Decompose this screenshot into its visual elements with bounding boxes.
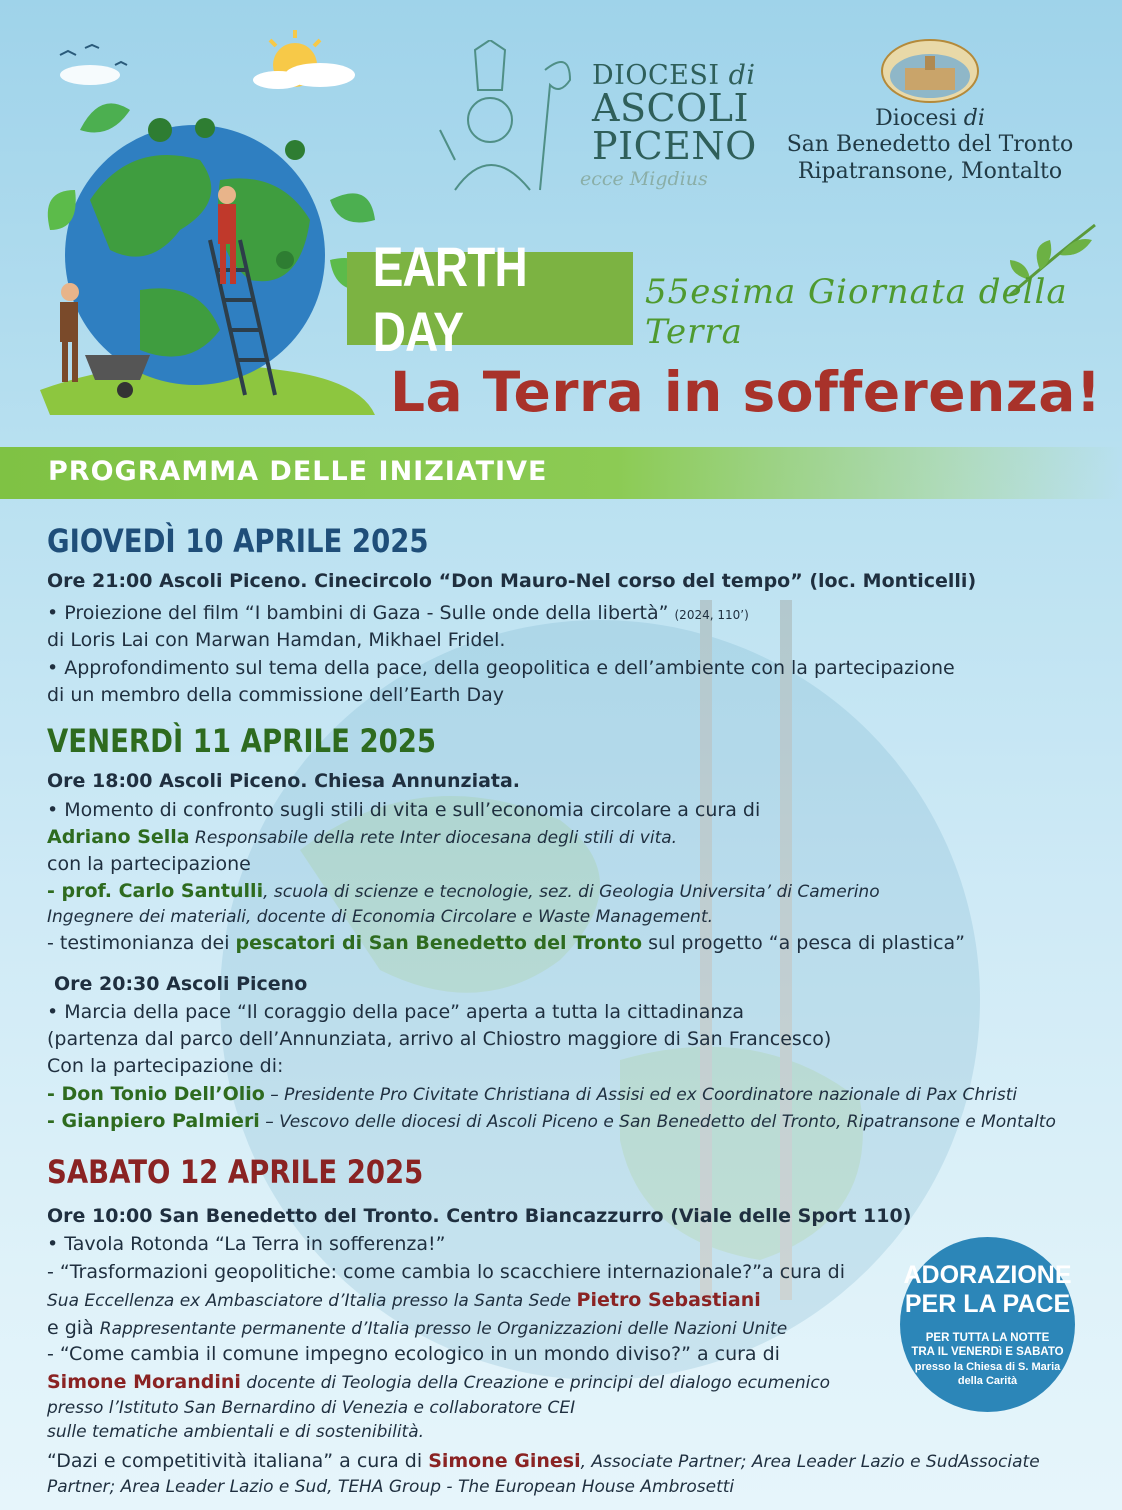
day3-line11: Partner; Area Leader Lazio e Sud, TEHA Group - The European House Ambrosetti (47, 1477, 735, 1497)
day2-line4: con la partecipazione (47, 853, 251, 875)
earth-day-title: EARTH DAY (372, 234, 527, 363)
logo-diocesi-sbt (780, 38, 1080, 198)
adorazione-line5: presso la Chiesa di S. Maria (914, 1361, 1061, 1373)
day1-line4: • Approfondimento sul tema della pace, della geopolitica e dell’ambiente con la partecipazione (47, 657, 955, 679)
logo-diocesi-ascoli (430, 40, 770, 200)
sbt-line3: Ripatransone, Montalto (797, 158, 1063, 184)
cathedral-emblem-icon (880, 38, 980, 104)
day2-line7: - testimonianza dei pescatori di San Benedetto del Tronto sul progetto “a pesca di plastica” (47, 932, 966, 954)
day2-line8: Ore 20:30 Ascoli Piceno (54, 973, 308, 995)
ascoli-motto: ecce Migdius (580, 168, 708, 190)
adorazione-line2: PER LA PACE (904, 1289, 1071, 1318)
day3-line1: Ore 10:00 San Benedetto del Tronto. Centro Biancazzurro (Viale delle Sport 110) (47, 1205, 912, 1227)
bishop-emblem-icon (430, 40, 580, 200)
day2-line6: Ingegnere dei materiali, docente di Economia Circolare e Waste Management. (47, 907, 714, 927)
ascoli-line1-di: di (728, 60, 756, 91)
earth-day-banner (347, 234, 633, 363)
adorazione-line1: ADORAZIONE (903, 1261, 1072, 1289)
sbt-line1: Diocesi (875, 106, 964, 131)
day2-title: VENERDÌ 11 APRILE 2025 (47, 722, 437, 760)
day3-line4: Sua Eccellenza ex Ambasciatore d’Italia presso la Santa Sede Pietro Sebastiani (47, 1289, 761, 1311)
ascoli-line1: DIOCESI (592, 60, 729, 91)
ascoli-line2: ASCOLI (592, 86, 749, 130)
program-banner (0, 447, 1122, 499)
day3-line9: sulle tematiche ambientali e di sostenibilità. (47, 1422, 425, 1442)
adorazione-line4: TRA IL VENERDì E SABATO (911, 1346, 1064, 1359)
day3-line8: presso l’Istituto San Bernardino di Venezia e collaboratore CEI (47, 1398, 576, 1418)
day3-line3: - “Trasformazioni geopolitiche: come cambia lo scacchiere internazionale?”a cura di (47, 1261, 846, 1283)
day2-line3: Adriano Sella Responsabile della rete Inter diocesana degli stili di vita. (47, 826, 678, 848)
day3-line10: “Dazi e competitività italiana” a cura di Simone Ginesi, Associate Partner; Area Leader Lazio e SudAssociate (47, 1450, 1040, 1472)
day2-line1: Ore 18:00 Ascoli Piceno. Chiesa Annunziata. (47, 770, 521, 792)
day3-line2: • Tavola Rotonda “La Terra in sofferenza!” (47, 1233, 446, 1255)
day1-film-info: (2024, 110’) (674, 608, 749, 622)
day1-line5: di un membro della commissione dell’Earth Day (47, 684, 505, 706)
day2-line12: - Don Tonio Dell’Olio – Presidente Pro Civitate Christiana di Assisi ed ex Coordinatore nazionale di Pax Christi (47, 1083, 1018, 1105)
day3-line7: Simone Morandini docente di Teologia della Creazione e principi del dialogo ecumenico (47, 1371, 831, 1393)
day2-line11: Con la partecipazione di: (47, 1055, 284, 1077)
day1-line3: di Loris Lai con Marwan Hamdan, Mikhael Fridel. (47, 629, 506, 651)
giornata-subtitle: 55esima Giornata della Terra (645, 272, 1068, 352)
adorazione-line6: della Carità (957, 1374, 1018, 1387)
day2-line2: • Momento di confronto sugli stili di vita e sull’economia circolare a cura di (47, 799, 761, 821)
slogan-title: La Terra in sofferenza! (390, 360, 1102, 424)
day1-line1: Ore 21:00 Ascoli Piceno. Cinecircolo “Don Mauro-Nel corso del tempo” (loc. Monticelli) (47, 570, 977, 592)
day1-title: GIOVEDÌ 10 APRILE 2025 (47, 522, 429, 560)
day2-line5: - prof. Carlo Santulli, scuola di scienze e tecnologie, sez. di Geologia Universita’ di Camerino (47, 880, 880, 902)
sun-icon (253, 30, 355, 89)
adorazione-badge (900, 1237, 1075, 1412)
day1-line2: • Proiezione del film “I bambini di Gaza - Sulle onde della libertà” (2024, 110’) (47, 602, 749, 624)
day2-line10: (partenza dal parco dell’Annunziata, arrivo al Chiostro maggiore di San Francesco) (47, 1028, 832, 1050)
day2-line13: - Gianpiero Palmieri – Vescovo delle diocesi di Ascoli Piceno e San Benedetto del Tronto, Ripatransone e Montalto (47, 1110, 1056, 1132)
sbt-line1-di: di (963, 106, 985, 131)
day3-line6: - “Come cambia il comune impegno ecologico in un mondo diviso?” a cura di (47, 1343, 780, 1365)
program-title: PROGRAMMA DELLE INIZIATIVE (48, 456, 548, 487)
earth-illustration (30, 30, 390, 430)
sbt-line2: San Benedetto del Tronto (786, 132, 1074, 158)
day2-line9: • Marcia della pace “Il coraggio della pace” aperta a tutta la cittadinanza (47, 1001, 745, 1023)
day3-line5: e già Rappresentante permanente d’Italia presso le Organizzazioni delle Nazioni Unite (47, 1317, 788, 1339)
ascoli-line3: PICENO (592, 124, 757, 168)
adorazione-line3: PER TUTTA LA NOTTE (925, 1332, 1050, 1344)
day3-title: SABATO 12 APRILE 2025 (47, 1153, 424, 1191)
